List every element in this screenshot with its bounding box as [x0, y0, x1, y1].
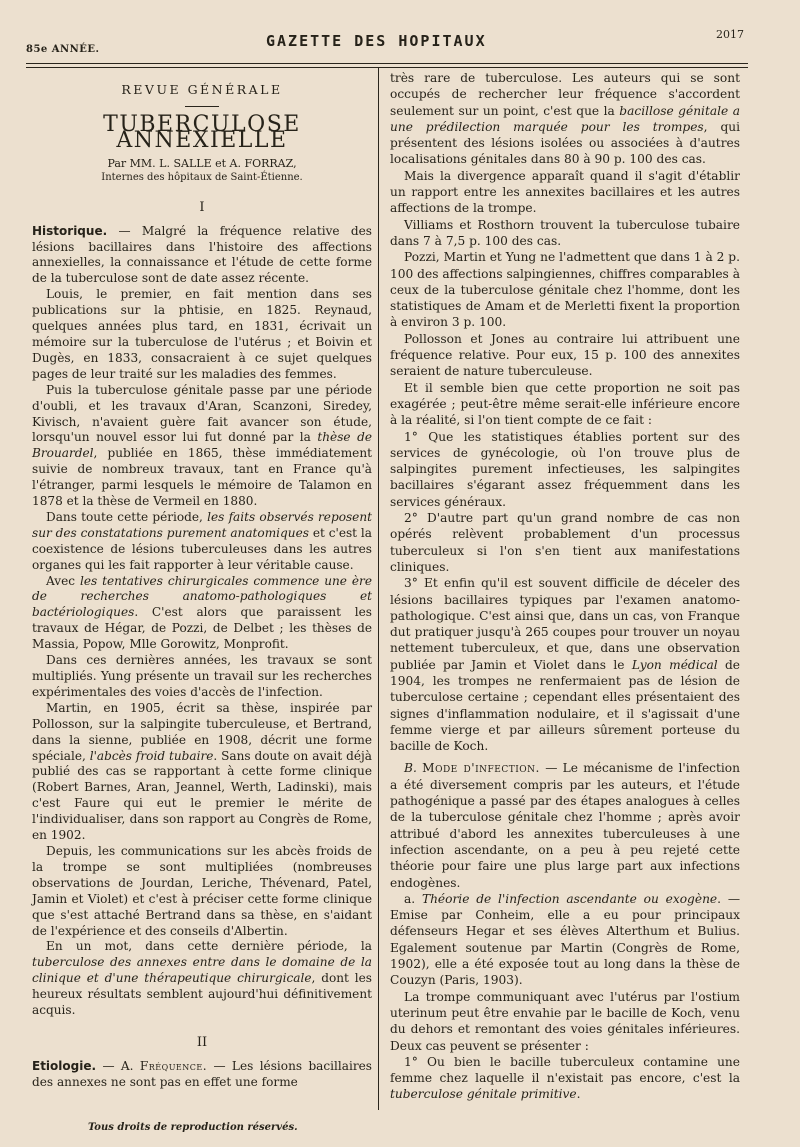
paragraph: Pollosson et Jones au contraire lui attribuent une fréquence relative. Pour eux, 15 p. 100 des annexites seraient de nature tuberculeuse.	[390, 331, 740, 379]
title-divider	[185, 106, 219, 107]
page-number: 2017	[716, 28, 744, 41]
paragraph-etiologie: Etiologie. — A. Fréquence. — Les lésions bacillaires des annexes ne sont pas en effet une forme	[32, 1058, 372, 1089]
paragraph: La trompe communiquant avec l'utérus par l'ostium uterinum peut être envahie par le bacille de Koch, venu du dehors et remontant des voies génitales inférieures. Deux cas peuvent se présenter :	[390, 989, 740, 1053]
paragraph: Avec les tentatives chirurgicales commence une ère de recherches anatomo-pathologiques et bactériologiques. C'est alors que paraissent les travaux de Hégar, de Pozzi, de Delbet ; les thèses de Massia, Popow, Mlle Gorowitz, Monprofit.	[32, 573, 372, 652]
journal-title: GAZETTE DES HOPITAUX	[266, 32, 487, 50]
article-title: TUBERCULOSE ANNEXIELLE	[103, 111, 301, 153]
left-column	[32, 70, 372, 1091]
list-item: 2° D'autre part qu'un grand nombre de cas non opérés relèvent probablement d'un processus tuberculeux si l'on s'en tient aux manifestations cliniques.	[390, 511, 740, 574]
paragraph: Puis la tuberculose génitale passe par une période d'oubli, et les travaux d'Aran, Scanzoni, Siredey, Kivisch, n'avaient guère fait avancer son étude, lorsqu'un nouvel essor lui fut donné par la thèse de Brouardel, publiée en 1865, thèse immédiatement suivie de nombreux travaux, tant en France qu'à l'étranger, parmi lesquels le mémoire de Talamon en 1878 et la thèse de Vermeil en 1880.	[32, 382, 372, 509]
part-numeral-1: I	[199, 199, 205, 215]
rights-notice: Tous droits de reproduction réservés.	[88, 1122, 298, 1133]
list-item: 1° Ou bien le bacille tuberculeux contamine une femme chez laquelle il n'existait pas encore, c'est la tuberculose génitale primitive.	[390, 1054, 740, 1102]
paragraph: Et il semble bien que cette proportion ne soit pas exagérée ; peut-être même serait-elle inférieure encore à la réalité, si l'on tient compte de ce fait :	[390, 380, 740, 428]
paragraph: a. Théorie de l'infection ascendante ou exogène. — Emise par Conheim, elle a eu pour principaux défenseurs Hegar et ses élèves Alterthum et Bulius. Egalement soutenue par Martin (Congrès de Rome, 1902), elle a été exposée tout au long dans la thèse de Couzyn (Paris, 1903).	[390, 891, 741, 988]
paragraph: Louis, le premier, en fait mention dans ses publications sur la phtisie, en 1825. Reynaud, quelques années plus tard, en 1831, écrivait un mémoire sur la tuberculose de l'utérus ; et Boivin et Dugès, en 1833, consacraient à ce sujet quelques pages de leur traité sur les maladies des femmes.	[32, 287, 372, 381]
paragraph: Martin, en 1905, écrit sa thèse, inspirée par Pollosson, sur la salpingite tuberculeuse, et Bertrand, dans la sienne, publiée en 1908, décrit une forme spéciale, l'abcès froid tubaire. Sans doute on avait déjà publié des cas se rapportant à cette forme clinique (Robert Barnes, Aran, Jeannel, Werth, Ladinski), mais c'est Faure qui eut le premier le mérite de l'individualiser, dans son rapport au Congrès de Rome, en 1902.	[32, 700, 372, 843]
header-rule	[26, 63, 748, 64]
page-header	[26, 28, 744, 62]
right-column	[390, 70, 740, 1103]
paragraph: Pozzi, Martin et Yung ne l'admettent que dans 1 à 2 p. 100 des affections salpingiennes, chiffres comparables à ceux de la tuberculose génitale chez l'homme, dont les statistiques de Amam et de Merletti fixent la proportion à environ 3 p. 100.	[390, 250, 740, 330]
paragraph: Depuis, les communications sur les abcès froids de la trompe se sont multipliées (nombreuses observations de Jourdan, Leriche, Thévenard, Patel, Jamin et Violet) et c'est à préciser cette forme clinique que s'est attaché Bertrand dans sa thèse, en s'aidant de l'expérience et des conseils d'Albertin.	[32, 843, 372, 938]
paragraph: Dans ces dernières années, les travaux se sont multipliés. Yung présente un travail sur les recherches expérimentales des voies d'accès de l'infection.	[32, 653, 372, 699]
paragraph-historique: Historique. — Malgré la fréquence relative des lésions bacillaires dans l'histoire des affections annexielles, la connaissance et l'étude de cette forme de la tuberculose sont de date assez récente.	[32, 223, 372, 286]
affiliation: Internes des hôpitaux de Saint-Étienne.	[101, 171, 303, 183]
column-divider	[378, 68, 379, 1110]
header-rule-thin	[26, 67, 748, 68]
byline: Par MM. L. SALLE et A. FORRAZ,	[107, 156, 297, 170]
paragraph: B. Mode d'infection. — Le mécanisme de l'infection a été diversement compris par les auteurs, et l'étude pathogénique a passé par des étapes analogues à celles de la tuberculose génitale chez l'homme ; après avoir attribué d'abord les annexites tuberculeuses à une infection ascendante, on a peu à peu rejeté cette théorie pour faire une plus large part aux infections endogènes.	[390, 761, 740, 890]
part-numeral-2: II	[196, 1034, 208, 1050]
list-item: 3° Et enfin qu'il est souvent difficile de déceler des lésions bacillaires typiques par l'examen anatomo-pathologique. C'est ainsi que, dans un cas, von Franque dut pratiquer jusqu'à 265 coupes pour trouver un noyau nettement tuberculeux, et que, dans une observation publiée par Jamin et Violet dans le Lyon médical de 1904, les trompes ne renfermaient pas de lésion de tuberculose certaine ; cependant elles présentaient des signes d'inflammation nodulaire, et il s'agissait d'une femme vierge et par ailleurs sûrement porteuse du bacille de Koch.	[390, 576, 740, 754]
paragraph: Dans toute cette période, les faits observés reposent sur des constatations purement anatomiques et c'est la coexistence de lésions tuberculeuses dans les autres organes qui les fait rapporter à leur véritable cause.	[32, 509, 373, 572]
paragraph: Mais la divergence apparaît quand il s'agit d'établir un rapport entre les annexites bacillaires et les autres affections de la trompe.	[390, 168, 740, 216]
paragraph: En un mot, dans cette dernière période, la tuberculose des annexes entre dans le domaine de la clinique et d'une thérapeutique chirurgicale, dont les heureux résultats semblent aujourd'hui définitivement acquis.	[32, 939, 372, 1018]
section-heading: Etiologie.	[32, 1058, 97, 1073]
paragraph: très rare de tuberculose. Les auteurs qui se sont occupés de rechercher leur fréquence s'accordent seulement sur un point, c'est que la bacillose génitale a une prédilection marquée pour les trompes, qui présentent des lésions isolées ou associées à d'autres localisations génitales dans 80 à 90 p. 100 des cas.	[390, 71, 740, 167]
section-heading: Historique.	[32, 223, 108, 238]
list-item: 1° Que les statistiques établies portent sur des services de gynécologie, où l'on trouve plus de salpingites purement infectieuses, les salpingites bacillaires s'égarant assez fréquemment dans les services généraux.	[390, 429, 740, 509]
section-label: REVUE GÉNÉRALE	[121, 82, 283, 97]
paragraph: Villiams et Rosthorn trouvent la tuberculose tubaire dans 7 à 7,5 p. 100 des cas.	[390, 217, 740, 248]
volume-year: 85e ANNÉE.	[26, 44, 100, 55]
